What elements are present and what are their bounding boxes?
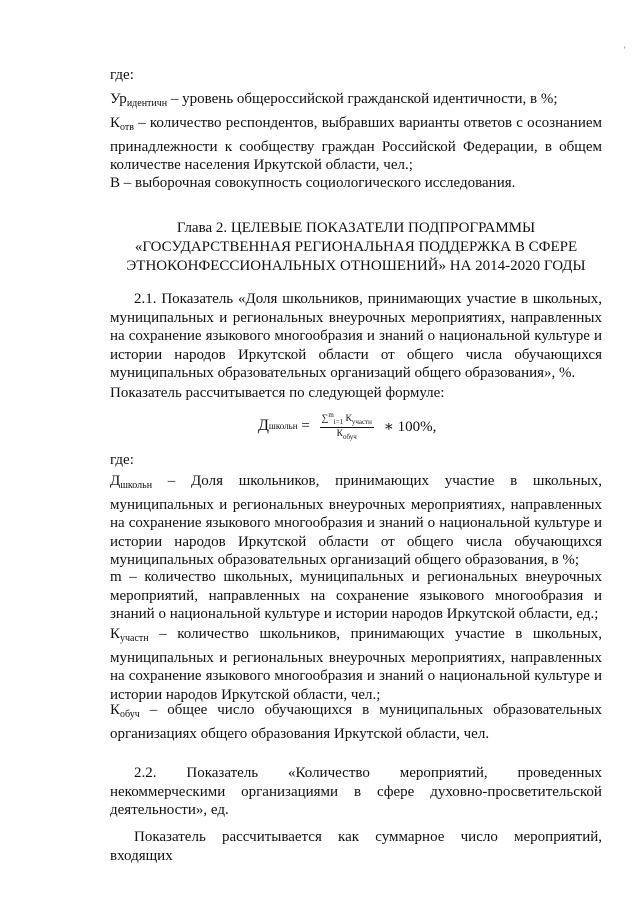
definition-kuchastn-subscript: участн [120, 633, 149, 644]
definition-b: В – выборочная совокупность социологического исследования. [110, 175, 516, 191]
indicator-2-2-paragraph [110, 764, 602, 820]
definition-kobuch-symbol: К [110, 702, 121, 718]
definition-dshkoln-text: – Доля школьников, принимающих участие в школьных, муниципальных и региональных внеурочных мероприятиях, направленных на сохранение языкового многообразия и знаний о национальной культуре и истории народов Иркутской области от общего числа обучающихся муниципальных образовательных организаций общего образования, в %; [110, 473, 602, 568]
definition-ur-symbol: Ур [110, 91, 127, 107]
formula-lhs: Д [258, 417, 269, 434]
indicator-2-1-paragraph: 2.1. Показатель «Доля школьников, принимающих участие в школьных, муниципальных и региональных внеурочных мероприятиях, направленных на сохранение языкового многообразия и знаний о национальной культуре и истории народов Иркутской области от общего числа обучающихся муниципальных образовательных организаций общего образования», %. [110, 291, 602, 381]
formula-sum-lower: i=1 [333, 418, 344, 427]
definition-ur [110, 90, 602, 114]
definition-kotv-symbol: К [110, 115, 121, 131]
definition-kuchastn [110, 625, 602, 704]
indicator-2-2-word: в [353, 783, 362, 800]
calculation-paragraph: Показатель рассчитывается как суммарное число мероприятий, входящих [110, 829, 602, 864]
definition-dshkoln-subscript: школьн [120, 480, 153, 491]
indicator-2-2-word: организациями [241, 783, 339, 800]
formula-sum-upper: m [328, 411, 334, 420]
formula-fraction [320, 411, 374, 441]
formula-block [258, 409, 436, 443]
indicator-2-2-word: «Количество [288, 765, 370, 781]
indicator-2-2-word: духовно-просветительской [430, 783, 602, 800]
definition-kotv [110, 114, 602, 175]
definition-kotv-subscript: отв [120, 122, 134, 133]
indicator-2-2-line-2 [110, 783, 602, 802]
indicator-2-2-line-3: деятельности», ед. [110, 802, 229, 818]
definition-kuchastn-text: – количество школьников, принимающих участие в школьных, муниципальных и региональных внеурочных мероприятиях, направленных на сохранение языкового многообразия и знаний о национальной культуре и истории народов Иркутской области, чел.; [110, 626, 602, 703]
margin-mark: ' [624, 45, 626, 55]
formula-numerator [320, 411, 374, 428]
definition-kotv-text: – количество респондентов, выбравших варианты ответов с осознанием принадлежности к сообществу граждан Российской Федерации, в общем количестве населения Иркутской области, чел.; [110, 115, 602, 173]
formula-numerator-k: К [343, 414, 352, 425]
definition-kobuch [110, 701, 602, 743]
indicator-2-2-word: 2.2. [134, 765, 157, 781]
chapter-heading-line-3: ЭТНОКОНФЕССИОНАЛЬНЫХ ОТНОШЕНИЙ» НА 2014-2020 ГОДЫ [126, 258, 586, 274]
definition-m: m – количество школьных, муниципальных и региональных внеурочных мероприятий, направленных на сохранение языкового многообразия и знаний о национальной культуре и истории народов Иркутской области, ед.; [110, 569, 602, 622]
formula-denominator-k-subscript: обуч [342, 432, 357, 441]
formula-denominator [337, 428, 357, 441]
chapter-heading-line-2: «ГОСУДАРСТВЕННАЯ РЕГИОНАЛЬНАЯ ПОДДЕРЖКА В СФЕРЕ [134, 239, 578, 255]
where-label-1: где: [110, 67, 134, 83]
formula-equals: = [297, 417, 314, 434]
indicator-2-2-word: проведенных [517, 765, 602, 781]
formula-numerator-k-subscript: участн [351, 418, 372, 427]
indicator-2-2-word: Показатель [186, 765, 259, 781]
definition-ur-subscript: идентичн [126, 98, 168, 109]
formula-intro: Показатель рассчитывается по следующей формуле: [110, 385, 445, 401]
definition-ur-text: – уровень общероссийской гражданской идентичности, в %; [167, 91, 558, 107]
definition-kobuch-text: – общее число обучающихся в муниципальных образовательных организациях общего образования Иркутской области, чел. [110, 702, 602, 742]
indicator-2-2-word: некоммерческими [110, 783, 226, 800]
indicator-2-2-word: сфере [376, 783, 415, 800]
definition-kobuch-subscript: обуч [120, 709, 140, 720]
definition-kuchastn-symbol: К [110, 626, 121, 642]
formula-sum-sign: ∑ [321, 414, 329, 425]
formula-lhs-subscript: школьн [268, 421, 298, 431]
formula-tail: ∗ 100%, [379, 418, 437, 435]
where-label-2: где: [110, 452, 134, 468]
chapter-heading-line-1: Глава 2. ЦЕЛЕВЫЕ ПОКАЗАТЕЛИ ПОДПРОГРАММЫ [176, 220, 536, 236]
formula-denominator-k: К [336, 429, 343, 440]
definition-dshkoln [110, 472, 602, 570]
indicator-2-2-line-1 [110, 764, 602, 783]
indicator-2-2-word: мероприятий, [399, 765, 488, 781]
definition-dshkoln-symbol: Д [110, 473, 121, 489]
